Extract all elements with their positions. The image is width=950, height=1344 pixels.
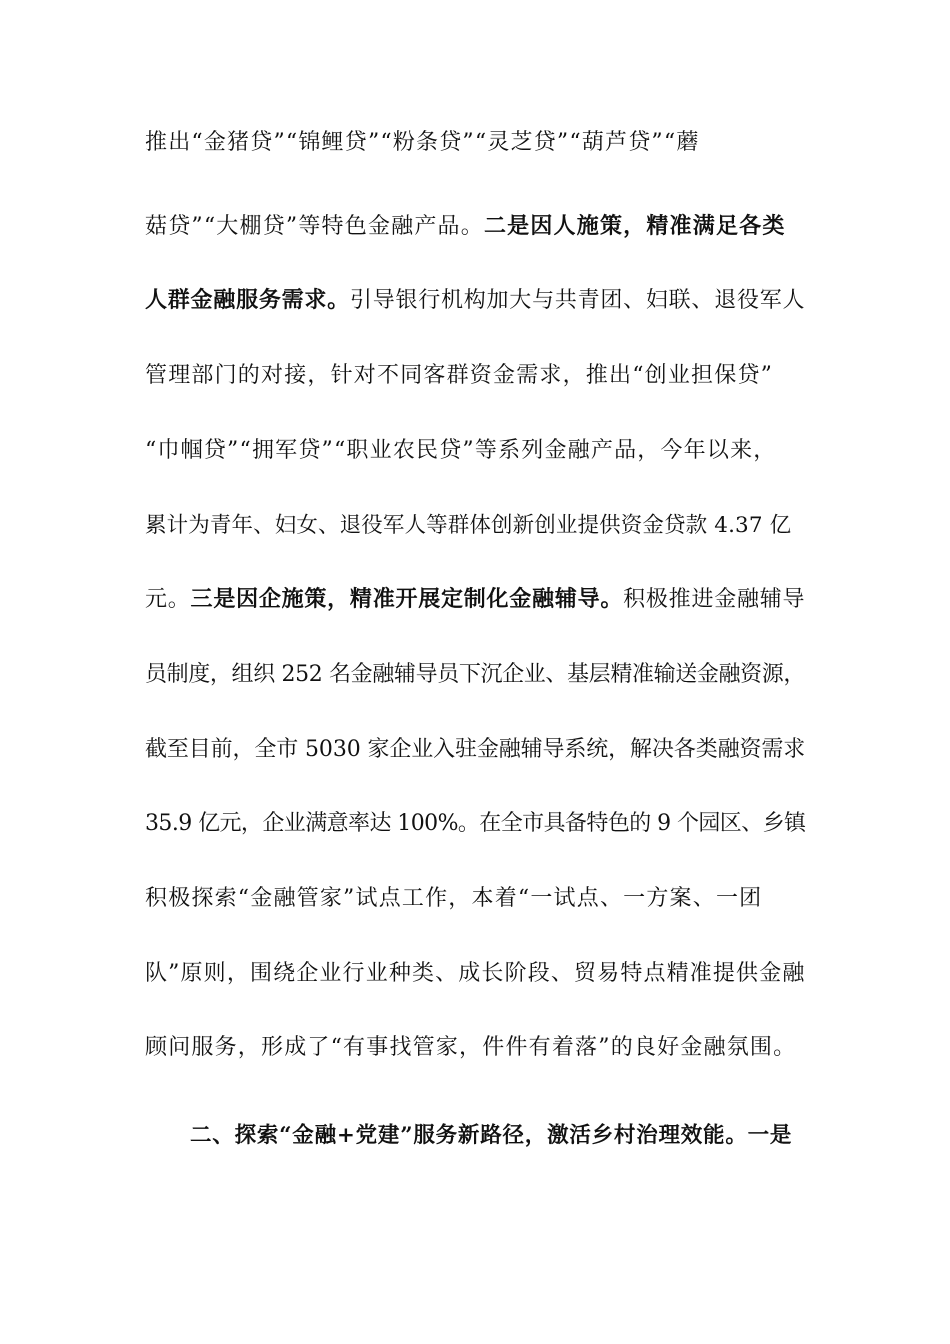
text-run: 队”原则，围绕企业行业种类、成长阶段、贸易特点精准提供金融 [145,961,806,986]
text-run: 员制度，组织 252 名金融辅导员下沉企业、基层精准输送金融资源， [145,662,806,687]
text-line [145,884,805,914]
text-line [145,660,805,690]
text-run: “巾帼贷”“拥军贷”“职业农民贷”等系列金融产品，今年以来， [145,438,777,463]
text-line [145,1033,805,1063]
text-line [145,285,805,316]
text-line [145,809,805,839]
text-run: 菇贷”“大棚贷”等特色金融产品。 [145,214,484,239]
text-run: 截至目前，全市 5030 家企业入驻金融辅导系统，解决各类融资需求 [145,737,806,762]
text-line [145,361,805,391]
text-line [145,511,805,541]
section-heading-line [190,1121,805,1151]
text-run: 积极推进金融辅导 [623,587,806,612]
text-run: 元。 [145,587,191,612]
text-run: 35.9 亿元，企业满意率达 100%。在全市具备特色的 9 个园区、乡镇 [145,811,806,836]
bold-text-run: 人群金融服务需求。 [145,287,350,313]
bold-text-run: 三是因企施策，精准开展定制化金融辅导。 [190,586,624,612]
text-line [145,436,805,466]
text-run: 顾问服务，形成了“有事找管家，件件有着落”的良好金融氛围。 [145,1035,797,1060]
text-line [145,735,805,765]
text-run: 累计为青年、妇女、退役军人等群体创新创业提供资金贷款 4.37 亿 [145,513,792,538]
text-line [145,959,805,989]
text-line [145,211,805,242]
text-run: 管理部门的对接，针对不同客群资金需求，推出“创业担保贷” [145,363,774,388]
text-line [145,128,805,158]
text-line [145,584,805,615]
text-run: 引导银行机构加大与共青团、妇联、退役军人 [349,288,806,313]
text-run: 积极探索“金融管家”试点工作，本着“一试点、一方案、一团 [145,886,763,911]
section-heading: 二、探索“金融+党建”服务新路径，激活乡村治理效能。一是 [190,1123,793,1148]
text-run: 推出“金猪贷”“锦鲤贷”“粉条贷”“灵芝贷”“葫芦贷”“蘑 [145,130,700,155]
bold-text-run: 二是因人施策，精准满足各类 [483,213,786,239]
